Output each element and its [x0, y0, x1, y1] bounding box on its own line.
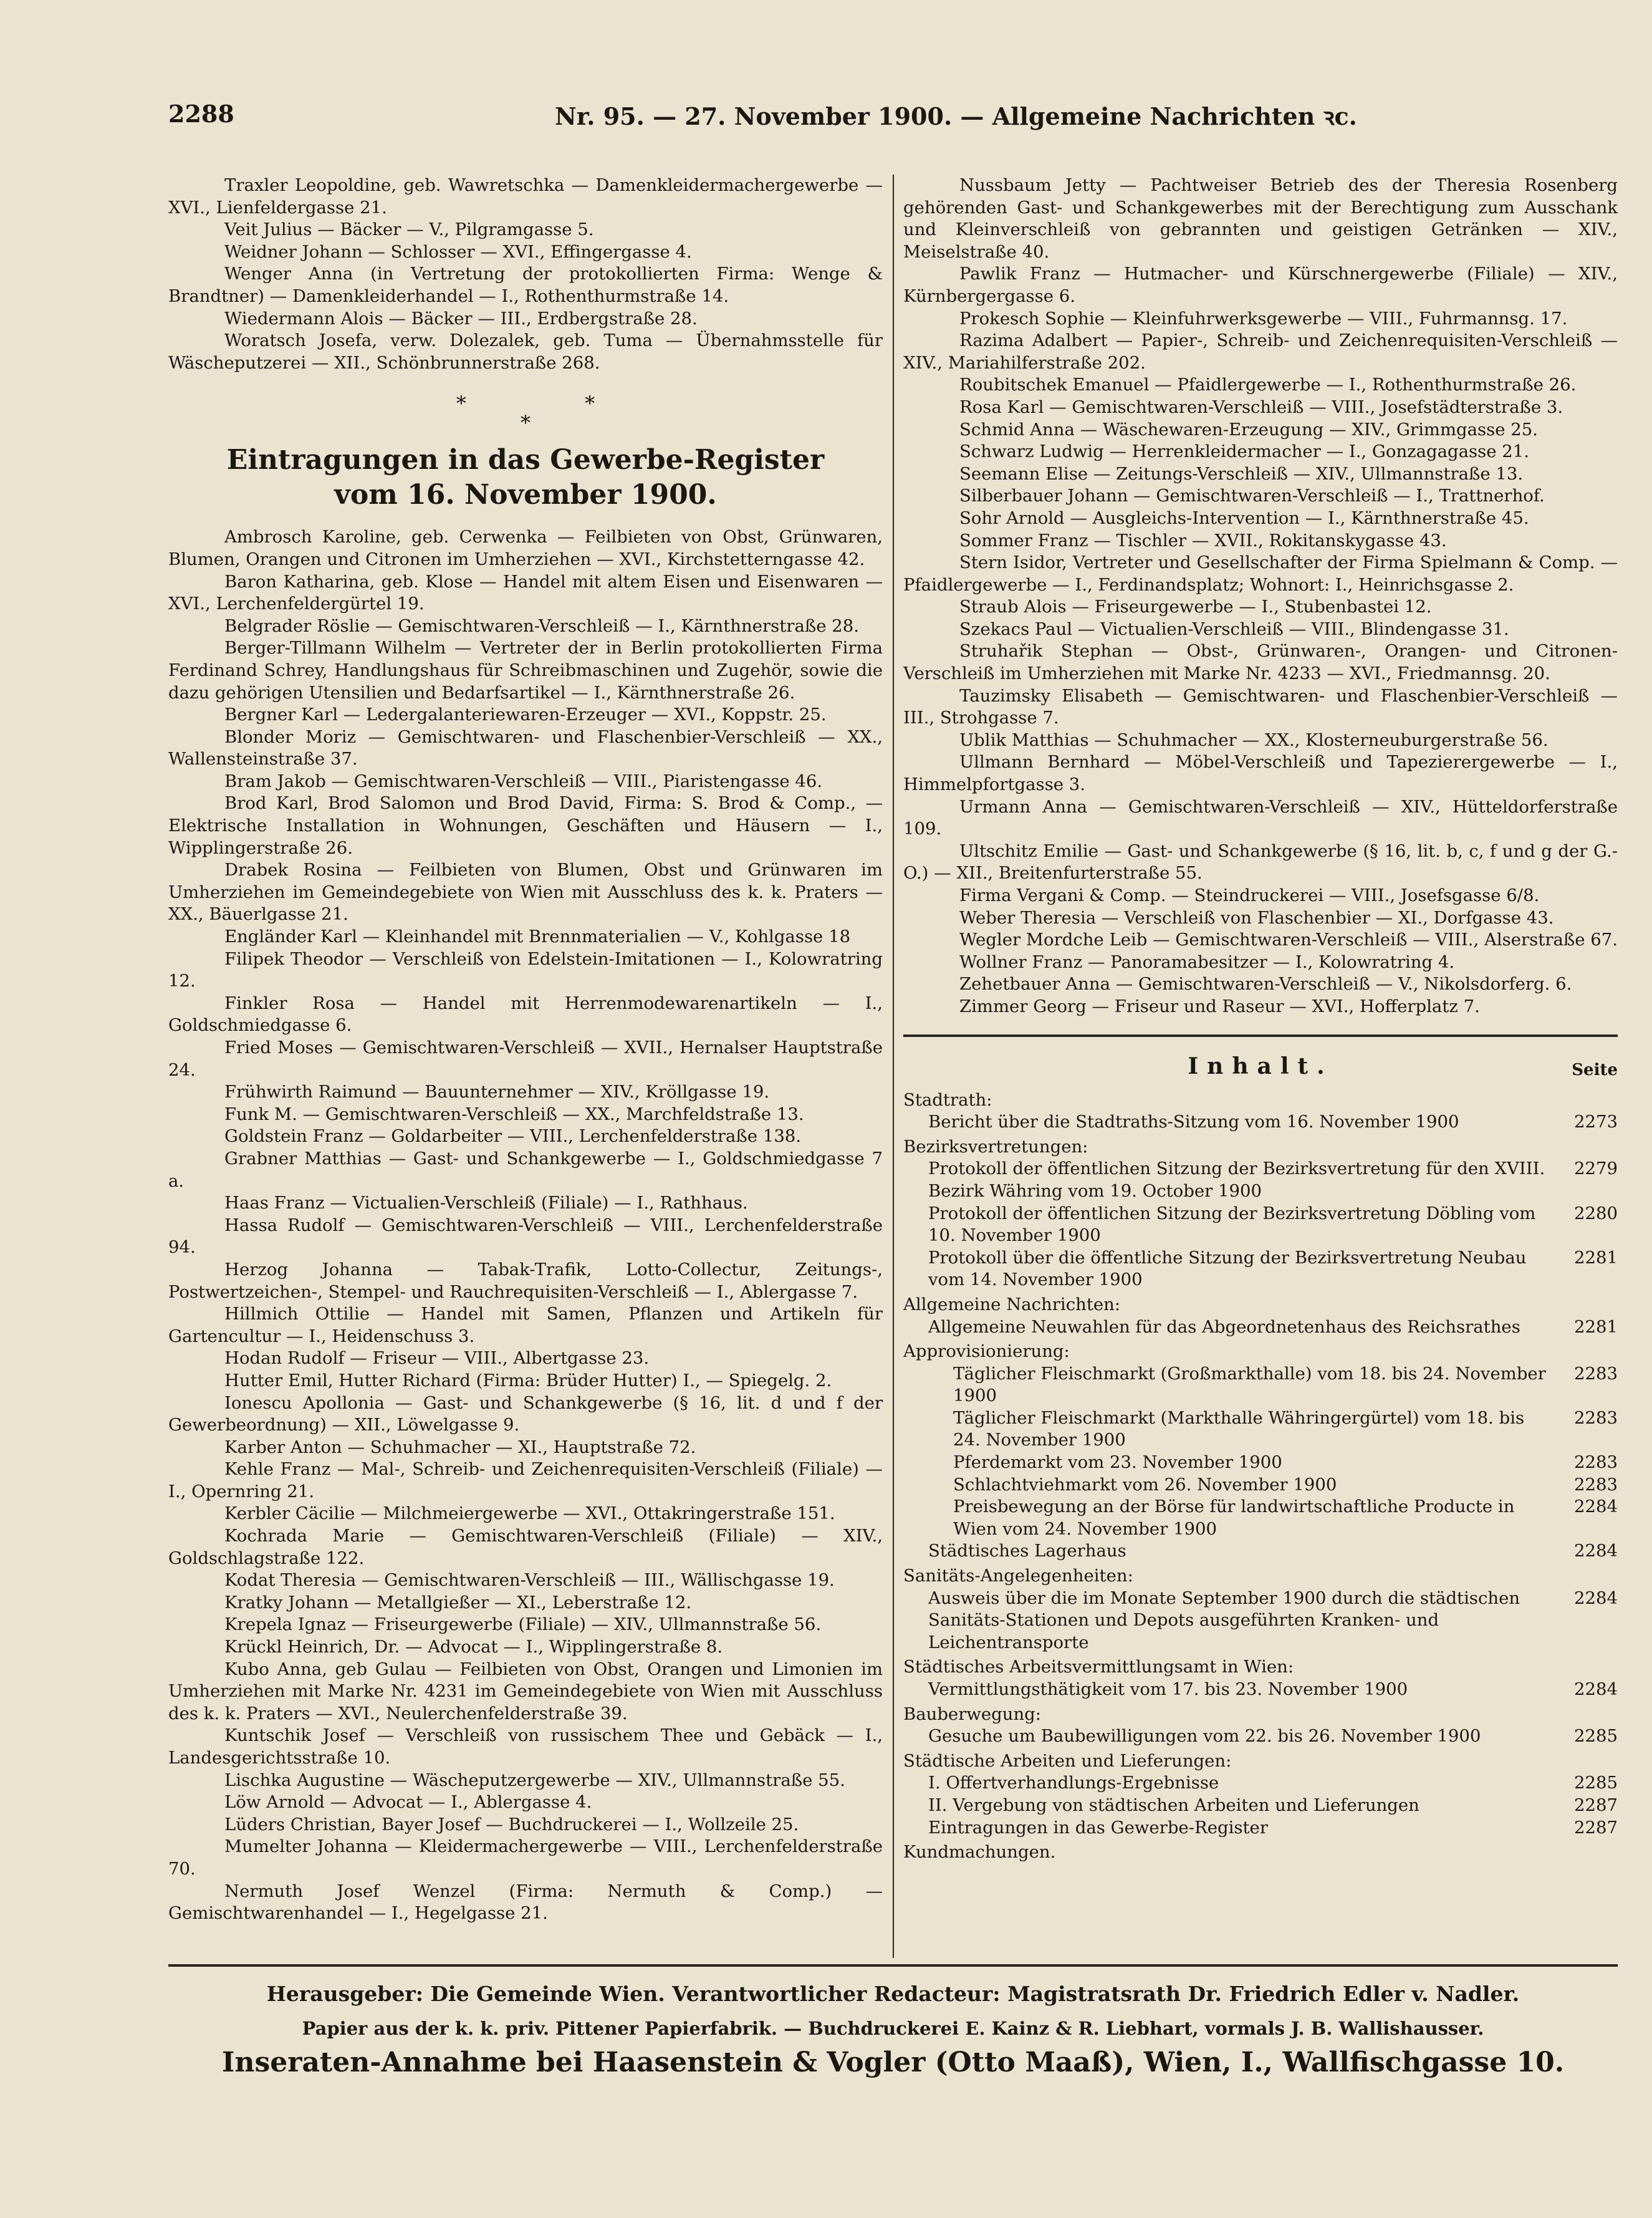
- toc-entry-page: 2287: [1574, 1817, 1618, 1838]
- toc-entry-text: Pferdemarkt vom 23. November 1900: [953, 1452, 1282, 1473]
- register-entry: Szekacs Paul — Victualien-Verschleiß — VIII., Blindengasse 31.: [959, 619, 1509, 639]
- continued-entries: [168, 175, 883, 374]
- toc-category: Städtisches Arbeitsvermittlungsamt in Wien:: [903, 1657, 1294, 1677]
- register-entry: Veit Julius — Bäcker — V., Pilgramgasse 5.: [224, 219, 594, 240]
- publisher-line: Herausgeber: Die Gemeinde Wien. Verantwortlicher Redacteur: Magistratsrath Dr. Friedrich Edler v. Nadler.: [266, 1982, 1520, 2006]
- register-entry: Baron Katharina, geb. Klose — Handel mit altem Eisen und Eisenwaren — XVI., Lerchenfeldergürtel 19.: [168, 571, 883, 614]
- toc-entry: [903, 1452, 1618, 1474]
- toc-entry-text: Eintragungen in das Gewerbe-Register: [928, 1817, 1268, 1838]
- toc-category: Allgemeine Nachrichten:: [903, 1294, 1121, 1314]
- toc-entry: [903, 1725, 1618, 1748]
- toc-entry-page: 2284: [1574, 1679, 1618, 1699]
- toc-entry-page: 2283: [1574, 1363, 1618, 1384]
- toc-entry-text: II. Vergebung von städtischen Arbeiten und Lieferungen: [928, 1795, 1419, 1815]
- toc-entry: [903, 1247, 1618, 1291]
- register-entry: Nussbaum Jetty — Pachtweiser Betrieb des der Theresia Rosenberg gehörenden Gast- und Schankgewerbes mit der Berechtigung zum Ausschank und Kleinverschleiß von gebrannten und geistigen Getränken — XIV., Meiselstraße 40.: [903, 175, 1618, 262]
- register-entry: Belgrader Röslie — Gemischtwaren-Verschleiß — I., Kärnthnerstraße 28.: [224, 615, 859, 636]
- register-entry: Hutter Emil, Hutter Richard (Firma: Brüder Hutter) I., — Spiegelg. 2.: [224, 1370, 832, 1391]
- register-entry: Hassa Rudolf — Gemischtwaren-Verschleiß — VIII., Lerchenfelderstraße 94.: [168, 1215, 883, 1258]
- register-entry: Ambrosch Karoline, geb. Cerwenka — Feilbieten von Obst, Grünwaren, Blumen, Orangen und Citronen im Umherziehen — XVI., Kirchstetterngasse 42.: [168, 527, 883, 569]
- register-entry: Funk M. — Gemischtwaren-Verschleiß — XX., Marchfeldstraße 13.: [224, 1104, 804, 1124]
- issue-title: Nr. 95. — 27. November 1900. — Allgemeine Nachrichten ꝛc.: [555, 102, 1357, 130]
- register-entry: Straub Alois — Friseurgewerbe — I., Stubenbastei 12.: [959, 597, 1432, 617]
- register-entry: Weidner Johann — Schlosser — XVI., Effingergasse 4.: [224, 241, 692, 262]
- register-entry: Kubo Anna, geb Gulau — Feilbieten von Obst, Orangen und Limonien im Umherziehen mit Marke Nr. 4231 im Gemeindegebiete von Wien mit Ausschluss des k. k. Praters — XVI., Neulerchenfelderstraße 39.: [168, 1659, 883, 1724]
- toc-entry-text: Vermittlungsthätigkeit vom 17. bis 23. November 1900: [928, 1679, 1408, 1699]
- toc-entry: [903, 1817, 1618, 1839]
- register-entry: Zehetbauer Anna — Gemischtwaren-Verschleiß — V., Nikolsdorferg. 6.: [959, 974, 1572, 995]
- toc-entry-page: 2283: [1574, 1474, 1618, 1495]
- register-entry: Grabner Matthias — Gast- und Schankgewerbe — I., Goldschmiedgasse 7 a.: [168, 1148, 883, 1191]
- register-entry: Kehle Franz — Mal-, Schreib- und Zeichenrequisiten-Verschleiß (Filiale) — I., Opernring 21.: [168, 1459, 883, 1502]
- toc-category: Bauberwegung:: [903, 1704, 1042, 1724]
- toc-entry-text: Täglicher Fleischmarkt (Markthalle Währingergürtel) vom 18. bis 24. November 1900: [953, 1407, 1525, 1450]
- toc-entry: [903, 1496, 1618, 1540]
- right-column: [903, 175, 1618, 1864]
- register-entry: Sohr Arnold — Ausgleichs-Intervention — I., Kärnthnerstraße 45.: [959, 508, 1529, 528]
- separator-stars: * *: [456, 392, 651, 416]
- toc-entry: [903, 1679, 1618, 1701]
- toc-entry: [903, 1111, 1618, 1134]
- register-entry: Fried Moses — Gemischtwaren-Verschleiß — XVII., Hernalser Hauptstraße 24.: [168, 1038, 883, 1080]
- toc-category: Bezirksvertretungen:: [903, 1136, 1088, 1157]
- register-entry: Blonder Moriz — Gemischtwaren- und Flaschenbier-Verschleiß — XX., Wallensteinstraße 37.: [168, 726, 883, 769]
- section-date: vom 16. November 1900.: [334, 479, 717, 511]
- toc-entry-page: 2280: [1574, 1203, 1618, 1223]
- register-entry: Berger-Tillmann Wilhelm — Vertreter der in Berlin protokollierten Firma Ferdinand Schrey, Handlungshaus für Schreibmaschinen und Zugehör, sowie die dazu gehörigen Utensilien und Bedarfsartikel — I., Kärnthnerstraße 26.: [168, 638, 883, 703]
- toc-entry-text: Täglicher Fleischmarkt (Großmarkthalle) vom 18. bis 24. November 1900: [953, 1363, 1546, 1406]
- toc-entry-text: Bericht über die Stadtraths-Sitzung vom 16. November 1900: [928, 1112, 1459, 1132]
- toc-header: [903, 1053, 1618, 1087]
- register-entry: Tauzimsky Elisabeth — Gemischtwaren- und Flaschenbier-Verschleiß — III., Strohgasse 7.: [903, 685, 1618, 728]
- register-entry: Hillmich Ottilie — Handel mit Samen, Pflanzen und Artikeln für Gartencultur — I., Heidenschuss 3.: [168, 1304, 883, 1346]
- toc-entry-text: Protokoll über die öffentliche Sitzung der Bezirksvertretung Neubau vom 14. November 1900: [928, 1247, 1527, 1290]
- toc-entry-text: Preisbewegung an der Börse für landwirtschaftliche Producte in Wien vom 24. November 1900: [953, 1497, 1515, 1539]
- register-entry: Nermuth Josef Wenzel (Firma: Nermuth & Comp.) — Gemischtwarenhandel — I., Hegelgasse 21.: [168, 1881, 883, 1924]
- toc-entry-page: 2281: [1574, 1247, 1618, 1268]
- toc-entry-page: 2273: [1574, 1112, 1618, 1132]
- toc-entry-page: 2287: [1574, 1795, 1618, 1815]
- toc-entry-text: Protokoll der öffentlichen Sitzung der Bezirksvertretung Döbling vom 10. November 1900: [928, 1203, 1536, 1246]
- toc-entry: [903, 1795, 1618, 1817]
- column-divider: [893, 175, 894, 1958]
- register-entry: Struhařik Stephan — Obst-, Grünwaren-, Orangen- und Citronen-Verschleiß im Umherziehen mit Marke Nr. 4233 — XVI., Friedmannsg. 20.: [903, 641, 1618, 684]
- register-entry: Krückl Heinrich, Dr. — Advocat — I., Wipplingerstraße 8.: [224, 1637, 723, 1657]
- running-header: [168, 100, 1477, 137]
- register-entry: Herzog Johanna — Tabak-Trafik, Lotto-Collectur, Zeitungs-, Postwertzeichen-, Stempel- und Rauchrequisiten-Verschleiß — I., Ablergasse 7.: [168, 1259, 883, 1302]
- register-entry: Mumelter Johanna — Kleidermachergewerbe — VIII., Lerchenfelderstraße 70.: [168, 1836, 883, 1879]
- toc-entry-page: 2281: [1574, 1316, 1618, 1337]
- toc-entry: [903, 1474, 1618, 1497]
- toc-entry-page: 2279: [1574, 1159, 1618, 1179]
- register-entry: Engländer Karl — Kleinhandel mit Brennmaterialien — V., Kohlgasse 18: [224, 927, 851, 947]
- register-entry: Pawlik Franz — Hutmacher- und Kürschnergewerbe (Filiale) — XIV., Kürnbergergasse 6.: [903, 264, 1618, 306]
- toc-entry-text: Allgemeine Neuwahlen für das Abgeordnetenhaus des Reichsrathes: [928, 1316, 1520, 1337]
- table-of-contents: [903, 1089, 1618, 1864]
- toc-entry-page: 2284: [1574, 1588, 1618, 1608]
- register-entry: Karber Anton — Schuhmacher — XI., Hauptstraße 72.: [224, 1437, 696, 1457]
- register-entry: Wiedermann Alois — Bäcker — III., Erdbergstraße 28.: [224, 308, 698, 329]
- toc-entry: [903, 1203, 1618, 1247]
- register-entries: [168, 526, 883, 1924]
- register-entry: Stern Isidor, Vertreter und Gesellschafter der Firma Spielmann & Comp. — Pfaidlergewerbe — I., Ferdinandsplatz; Wohnort: I., Heinrichsgasse 2.: [903, 552, 1618, 595]
- register-entry: Kerbler Cäcilie — Milchmeiergewerbe — XVI., Ottakringerstraße 151.: [224, 1503, 835, 1524]
- toc-category: Städtische Arbeiten und Lieferungen:: [903, 1750, 1232, 1771]
- register-entry: Kuntschik Josef — Verschleiß von russischem Thee und Gebäck — I., Landesgerichtsstraße 10.: [168, 1725, 883, 1768]
- toc-entry-text: Schlachtviehmarkt vom 26. November 1900: [953, 1474, 1337, 1495]
- register-entry: Schwarz Ludwig — Herrenkleidermacher — I., Gonzagagasse 21.: [959, 441, 1530, 462]
- toc-entry: [903, 1772, 1618, 1795]
- register-entry: Löw Arnold — Advocat — I., Ablergasse 4.: [224, 1792, 592, 1813]
- toc-entry: [903, 1588, 1618, 1654]
- toc-entry-page: 2283: [1574, 1407, 1618, 1428]
- register-entry: Silberbauer Johann — Gemischtwaren-Verschleiß — I., Trattnerhof.: [959, 486, 1545, 506]
- register-entry: Weber Theresia — Verschleiß von Flaschenbier — XI., Dorfgasse 43.: [959, 907, 1554, 928]
- toc-entry-page: 2283: [1574, 1452, 1618, 1473]
- footer-rule: [168, 1964, 1618, 1967]
- toc-title: Inhalt.: [1188, 1053, 1333, 1079]
- register-entry: Urmann Anna — Gemischtwaren-Verschleiß — XIV., Hütteldorferstraße 109.: [903, 796, 1618, 839]
- register-entry: Wenger Anna (in Vertretung der protokollierten Firma: Wenge & Brandtner) — Damenkleiderhandel — I., Rothenthurmstraße 14.: [168, 264, 883, 306]
- register-entry: Seemann Elise — Zeitungs-Verschleiß — XIV., Ullmannstraße 13.: [959, 463, 1524, 484]
- left-column: [168, 175, 883, 1925]
- toc-entry: [903, 1158, 1618, 1202]
- register-entry: Lüders Christian, Bayer Josef — Buchdruckerei — I., Wollzeile 25.: [224, 1814, 799, 1835]
- register-entry: Ultschitz Emilie — Gast- und Schankgewerbe (§ 16, lit. b, c, f und g der G.-O.) — XII., Breitenfurterstraße 55.: [903, 841, 1618, 884]
- register-entry: Ublik Matthias — Schuhmacher — XX., Klosterneuburgerstraße 56.: [959, 730, 1549, 750]
- register-entry: Haas Franz — Victualien-Verschleiß (Filiale) — I., Rathhaus.: [224, 1193, 748, 1213]
- register-entry: Goldstein Franz — Goldarbeiter — VIII., Lerchenfelderstraße 138.: [224, 1126, 802, 1147]
- register-entry: Woratsch Josefa, verw. Dolezalek, geb. Tuma — Übernahmsstelle für Wäscheputzerei — XII., Schönbrunnerstraße 268.: [168, 330, 883, 373]
- register-entry: Krepela Ignaz — Friseurgewerbe (Filiale) — XIV., Ullmannstraße 56.: [224, 1614, 822, 1635]
- register-entry: Prokesch Sophie — Kleinfuhrwerksgewerbe — VIII., Fuhrmannsg. 17.: [959, 308, 1568, 329]
- register-entry: Firma Vergani & Comp. — Steindruckerei — VIII., Josefsgasse 6/8.: [959, 885, 1540, 905]
- register-entry: Wollner Franz — Panoramabesitzer — I., Kolowratring 4.: [959, 952, 1455, 972]
- toc-entry-text: Ausweis über die im Monate September 1900 durch die städtischen Sanitäts-Stationen und Depots ausgeführten Kranken- und Leichentransporte: [928, 1588, 1520, 1652]
- register-entry: Drabek Rosina — Feilbieten von Blumen, Obst und Grünwaren im Umherziehen im Gemeindegebiete von Wien mit Ausschluss des k. k. Praters — XX., Bäuerlgasse 21.: [168, 860, 883, 925]
- register-entry: Schmid Anna — Wäschewaren-Erzeugung — XIV., Grimmgasse 25.: [959, 419, 1539, 440]
- toc-category: Stadtrath:: [903, 1089, 992, 1110]
- toc-category: Kundmachungen.: [903, 1842, 1056, 1863]
- separator-star: *: [521, 411, 531, 435]
- horizontal-rule: [903, 1034, 1618, 1037]
- toc-entry-page: 2284: [1574, 1497, 1618, 1517]
- toc-entry-page: 2284: [1574, 1541, 1618, 1561]
- register-entries-continued: [903, 175, 1618, 1018]
- toc-category: Approvisionierung:: [903, 1341, 1070, 1362]
- register-entry: Zimmer Georg — Friseur und Raseur — XVI., Hofferplatz 7.: [959, 996, 1480, 1016]
- toc-entry-text: Protokoll der öffentlichen Sitzung der Bezirksvertretung für den XVIII. Bezirk Währing vom 19. October 1900: [928, 1159, 1545, 1201]
- printer-line: Papier aus der k. k. priv. Pittener Papierfabrik. — Buchdruckerei E. Kainz & R. Liebhart, vormals J. B. Wallishausser.: [302, 2018, 1484, 2039]
- register-entry: Frühwirth Raimund — Bauunternehmer — XIV., Kröllgasse 19.: [224, 1082, 770, 1102]
- register-entry: Hodan Rudolf — Friseur — VIII., Albertgasse 23.: [224, 1348, 650, 1369]
- register-entry: Roubitschek Emanuel — Pfaidlergewerbe — I., Rothenthurmstraße 26.: [959, 375, 1577, 395]
- register-entry: Kratky Johann — Metallgießer — XI., Leberstraße 12.: [224, 1592, 692, 1613]
- register-entry: Traxler Leopoldine, geb. Wawretschka — Damenkleidermachergewerbe — XVI., Lienfeldergasse 21.: [168, 175, 883, 218]
- toc-entry-text: Städtisches Lagerhaus: [928, 1541, 1126, 1561]
- register-entry: Wegler Mordche Leib — Gemischtwaren-Verschleiß — VIII., Alserstraße 67.: [959, 930, 1618, 950]
- toc-entry-page: 2285: [1574, 1726, 1618, 1747]
- register-entry: Filipek Theodor — Verschleiß von Edelstein-Imitationen — I., Kolowratring 12.: [168, 948, 883, 991]
- toc-page-label: Seite: [1572, 1060, 1618, 1079]
- toc-entry-text: I. Offertverhandlungs-Ergebnisse: [928, 1773, 1219, 1793]
- advertising-line: Inseraten-Annahme bei Haasenstein & Vogler (Otto Maaß), Wien, I., Wallfischgasse 10.: [221, 2047, 1565, 2078]
- register-entry: Kodat Theresia — Gemischtwaren-Verschleiß — III., Wällischgasse 19.: [224, 1570, 835, 1591]
- section-title: Eintragungen in das Gewerbe-Register: [226, 444, 825, 476]
- register-entry: Lischka Augustine — Wäscheputzergewerbe — XIV., Ullmannstraße 55.: [224, 1770, 845, 1790]
- toc-entry-text: Gesuche um Baubewilligungen vom 22. bis 26. November 1900: [928, 1726, 1481, 1747]
- toc-entry: [903, 1316, 1618, 1339]
- register-entry: Ionescu Apollonia — Gast- und Schankgewerbe (§ 16, lit. d und f der Gewerbeordnung) — XII., Löwelgasse 9.: [168, 1392, 883, 1435]
- register-entry: Kochrada Marie — Gemischtwaren-Verschleiß (Filiale) — XIV., Goldschlagstraße 122.: [168, 1526, 883, 1568]
- register-entry: Rosa Karl — Gemischtwaren-Verschleiß — VIII., Josefstädterstraße 3.: [959, 397, 1563, 417]
- register-entry: Ullmann Bernhard — Möbel-Verschleiß und Tapezierergewerbe — I., Himmelpfortgasse 3.: [903, 752, 1618, 795]
- register-entry: Brod Karl, Brod Salomon und Brod David, Firma: S. Brod & Comp., — Elektrische Installation in Wohnungen, Geschäften und Häusern — I., Wipplingerstraße 26.: [168, 793, 883, 858]
- register-entry: Bram Jakob — Gemischtwaren-Verschleiß — VIII., Piaristengasse 46.: [224, 771, 823, 791]
- page-number: 2288: [168, 100, 234, 128]
- register-entry: Razima Adalbert — Papier-, Schreib- und Zeichenrequisiten-Verschleiß — XIV., Mariahilferstraße 202.: [903, 330, 1618, 373]
- toc-entry: [903, 1363, 1618, 1407]
- toc-entry: [903, 1540, 1618, 1563]
- toc-entry: [903, 1407, 1618, 1452]
- register-entry: Bergner Karl — Ledergalanteriewaren-Erzeuger — XVI., Koppstr. 25.: [224, 705, 827, 725]
- register-entry: Sommer Franz — Tischler — XVII., Rokitanskygasse 43.: [959, 530, 1447, 551]
- toc-category: Sanitäts-Angelegenheiten:: [903, 1566, 1133, 1586]
- register-entry: Finkler Rosa — Handel mit Herrenmodewarenartikeln — I., Goldschmiedgasse 6.: [168, 993, 883, 1036]
- toc-entry-page: 2285: [1574, 1773, 1618, 1793]
